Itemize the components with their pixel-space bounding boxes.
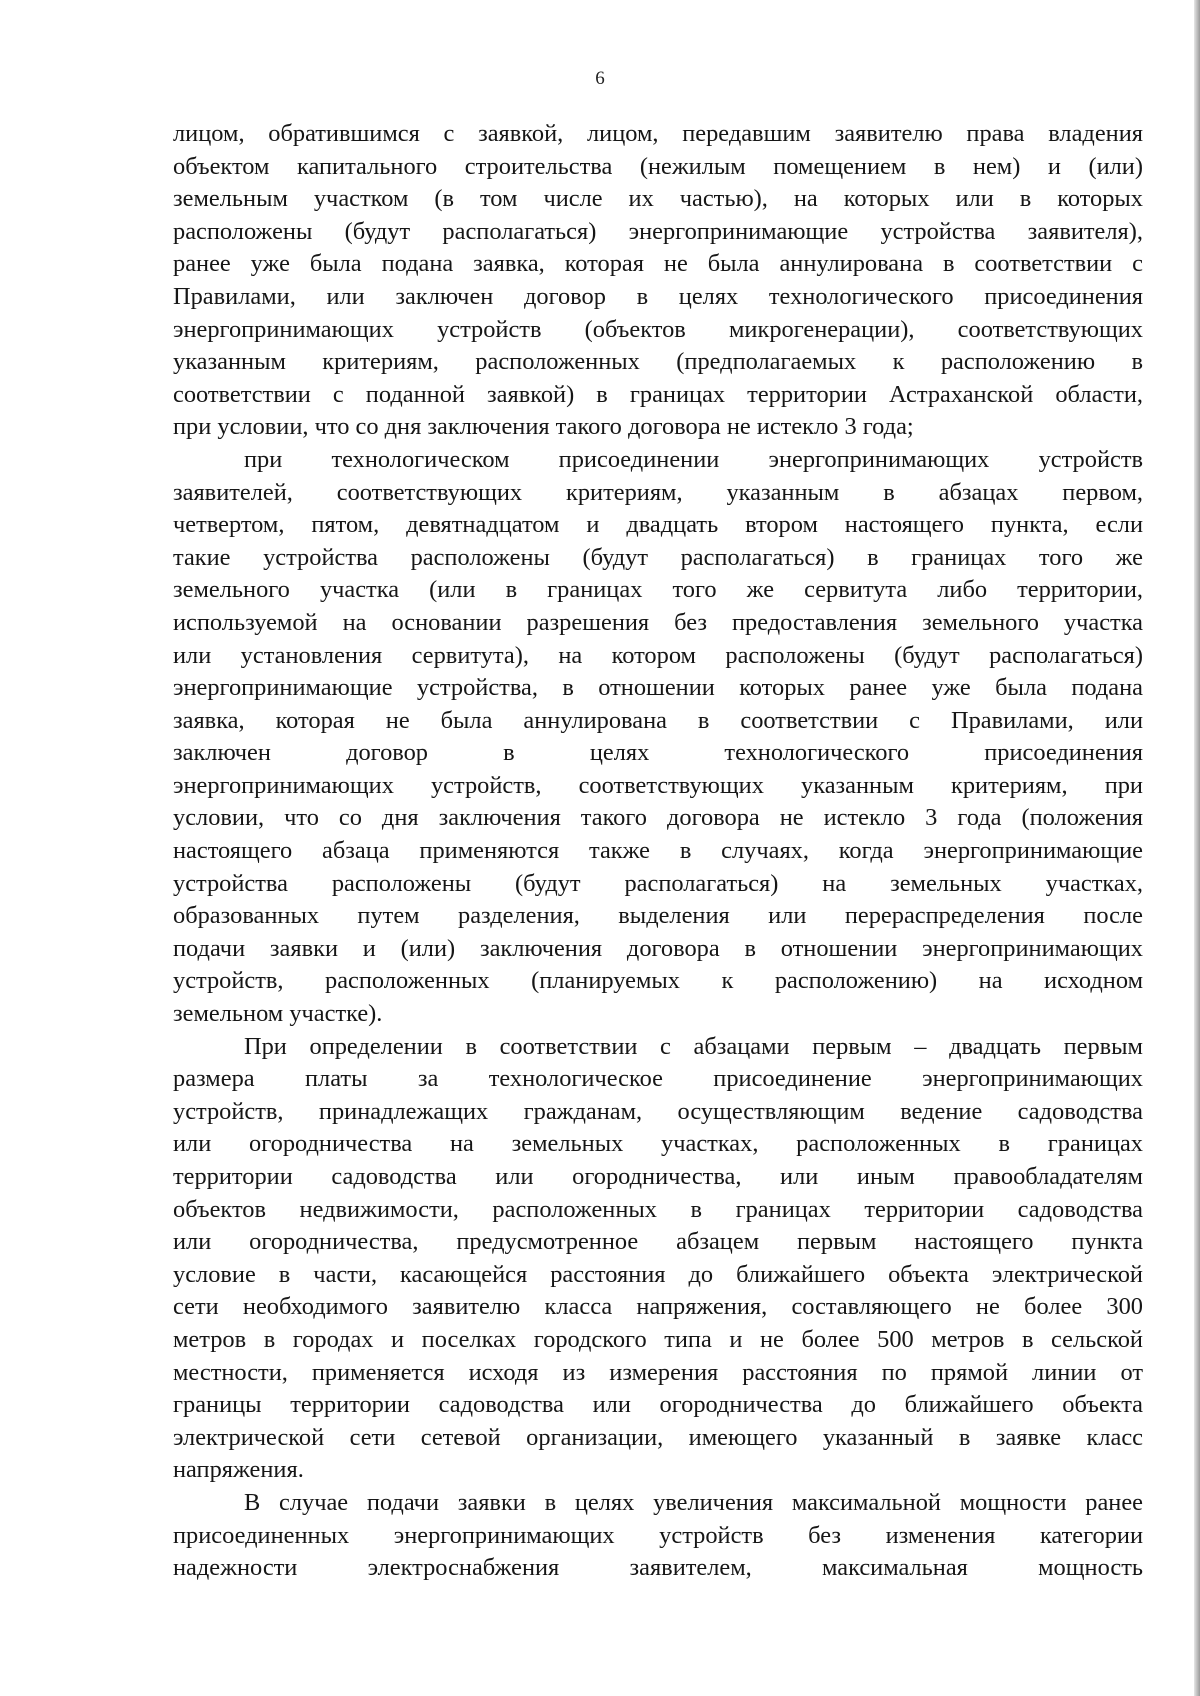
text-line: ранее уже была подана заявка, которая не была аннулирована в соответствии с — [173, 250, 1143, 278]
text-line: надежности электроснабжения заявителем, максимальная мощность — [173, 1554, 1143, 1582]
paragraph — [173, 1031, 1143, 1487]
paragraph — [173, 1487, 1143, 1585]
text-line: энергопринимающих устройств (объектов микрогенерации), соответствующих — [173, 315, 1143, 343]
text-line: или огородничества на земельных участках, расположенных в границах — [173, 1130, 1143, 1158]
text-line: лицом, обратившимся с заявкой, лицом, передавшим заявителю права владения — [173, 120, 1143, 147]
text-line: земельном участке). — [173, 1000, 383, 1028]
text-line: земельным участком (в том числе их частью), на которых или в которых — [173, 185, 1143, 213]
text-line: заявителей, соответствующих критериям, указанным в абзацах первом, — [173, 478, 1143, 506]
text-line: земельного участка (или в границах того же сервитута либо территории, — [173, 576, 1143, 604]
text-line: подачи заявки и (или) заключения договора в отношении энергопринимающих — [173, 934, 1143, 962]
text-line: устройств, расположенных (планируемых к расположению) на исходном — [173, 967, 1143, 995]
text-line: при технологическом присоединении энергопринимающих устройств — [244, 445, 1143, 473]
document-body — [173, 118, 1143, 1585]
scan-edge-shadow — [1194, 0, 1200, 1696]
paragraph — [173, 444, 1143, 1031]
text-line: местности, применяется исходя из измерения расстояния по прямой линии от — [173, 1358, 1143, 1386]
text-line: В случае подачи заявки в целях увеличения максимальной мощности ранее — [244, 1488, 1143, 1516]
text-line: указанным критериям, расположенных (предполагаемых к расположению в — [173, 348, 1143, 376]
text-line: или установления сервитута), на котором расположены (будут располагаться) — [173, 641, 1143, 669]
text-line: объектов недвижимости, расположенных в границах территории садоводства — [173, 1195, 1143, 1223]
text-line: устройства расположены (будут располагаться) на земельных участках, — [173, 869, 1143, 897]
text-line: метров в городах и поселках городского типа и не более 500 метров в сельской — [173, 1325, 1143, 1353]
text-line: Правилами, или заключен договор в целях технологического присоединения — [173, 282, 1143, 310]
text-line: заявка, которая не была аннулирована в соответствии с Правилами, или — [173, 706, 1143, 734]
text-line: границы территории садоводства или огородничества до ближайшего объекта — [173, 1391, 1143, 1419]
page-number: 6 — [595, 68, 605, 89]
text-line: четвертом, пятом, девятнадцатом и двадцать втором настоящего пункта, если — [173, 511, 1143, 539]
text-line: при условии, что со дня заключения такого договора не истекло 3 года; — [173, 413, 914, 441]
text-line: напряжения. — [173, 1456, 304, 1484]
text-line: соответствии с поданной заявкой) в границах территории Астраханской области, — [173, 380, 1143, 408]
text-line: образованных путем разделения, выделения или перераспределения после — [173, 902, 1143, 930]
text-line: объектом капитального строительства (нежилым помещением в нем) и (или) — [173, 152, 1143, 180]
text-line: расположены (будут располагаться) энергопринимающие устройства заявителя), — [173, 217, 1143, 245]
text-line: устройств, принадлежащих гражданам, осуществляющим ведение садоводства — [173, 1097, 1143, 1125]
text-line: используемой на основании разрешения без предоставления земельного участка — [173, 608, 1143, 636]
text-line: территории садоводства или огородничества, или иным правообладателям — [173, 1163, 1143, 1190]
text-line: настоящего абзаца применяются также в случаях, когда энергопринимающие — [173, 837, 1143, 865]
text-line: условии, что со дня заключения такого договора не истекло 3 года (положения — [173, 804, 1143, 832]
text-line: присоединенных энергопринимающих устройств без изменения категории — [173, 1521, 1143, 1549]
text-line: энергопринимающие устройства, в отношении которых ранее уже была подана — [173, 674, 1143, 702]
text-line: сети необходимого заявителю класса напряжения, составляющего не более 300 — [173, 1293, 1143, 1321]
text-line: энергопринимающих устройств, соответствующих указанным критериям, при — [173, 771, 1143, 799]
text-line: При определении в соответствии с абзацами первым – двадцать первым — [244, 1032, 1143, 1060]
paragraph — [173, 118, 1143, 444]
text-line: размера платы за технологическое присоединение энергопринимающих — [173, 1065, 1143, 1093]
text-line: условие в части, касающейся расстояния до ближайшего объекта электрической — [173, 1260, 1143, 1288]
text-line: или огородничества, предусмотренное абзацем первым настоящего пункта — [173, 1228, 1143, 1256]
text-line: электрической сети сетевой организации, имеющего указанный в заявке класс — [173, 1423, 1143, 1451]
text-line: заключен договор в целях технологического присоединения — [173, 739, 1143, 767]
text-line: такие устройства расположены (будут располагаться) в границах того же — [173, 543, 1143, 571]
